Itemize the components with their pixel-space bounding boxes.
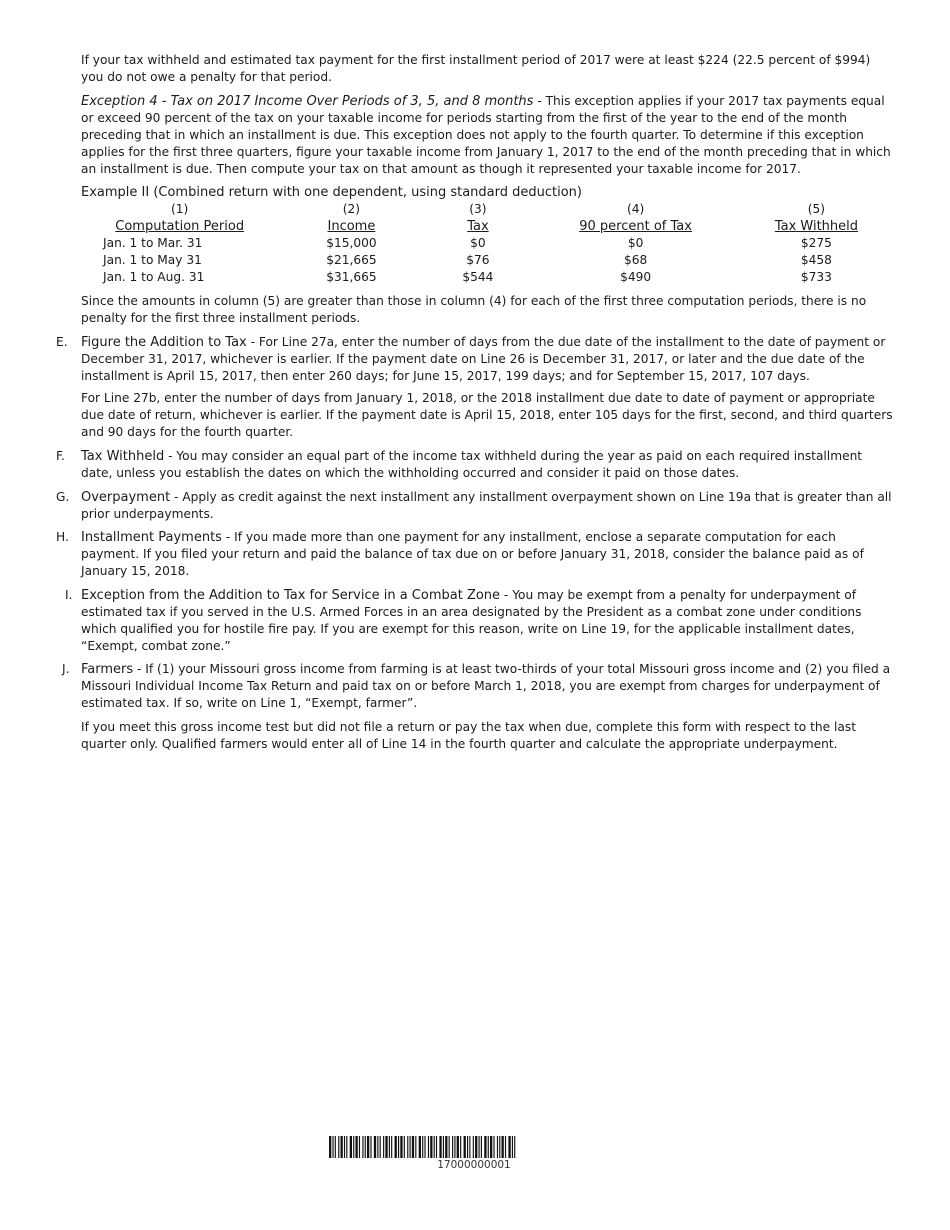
exception-4-paragraph [81, 93, 893, 178]
cell-period: Jan. 1 to Mar. 31 [103, 236, 203, 250]
table-row [81, 252, 893, 269]
barcode-bar [452, 1136, 453, 1158]
item-e-paragraph-2: For Line 27b, enter the number of days from January 1, 2018, or the 2018 installment due date to date of payment or appropriate due date of return, whichever is earlier. If the payment date is April 15, 2018, enter 105 days for the first, second, and third quarters and 90 days for the fourth quarter. [81, 391, 893, 439]
cell-withheld: $275 [800, 236, 832, 250]
exception-4-title: Exception 4 - Tax on 2017 Income Over Periods of 3, 5, and 8 months [81, 94, 534, 109]
barcode-bar [385, 1136, 387, 1158]
intro-paragraph: If your tax withheld and estimated tax payment for the first installment period of 2017 were at least $224 (22.5 percent of $994) you do not owe a penalty for that period. [81, 53, 871, 84]
barcode-bar [460, 1136, 461, 1158]
table-row [81, 269, 893, 286]
barcode-bar [370, 1136, 371, 1158]
barcode-bar [473, 1136, 474, 1158]
header-row [81, 218, 893, 235]
barcode-bar [445, 1136, 447, 1158]
barcode-bar [346, 1136, 347, 1158]
exception-4-body: - This exception applies if your 2017 tax payments equal or exceed 90 percent of the tax on your taxable income for periods starting from the first of the year to the end of the month preceding that in which an installment is due. This exception does not apply to the fourth quarter. To determine if this exception applies for the first three quarters, figure your taxable income from January 1, 2017 to the end of the month preceding that in which an installment is due. Then compute your tax on that amount as though it represented your taxable income for 2017. [81, 94, 891, 176]
barcode-bar [374, 1136, 376, 1158]
barcode-bar [362, 1136, 363, 1158]
item-i-title: Exception from the Addition to Tax for Service in a Combat Zone [81, 588, 501, 603]
barcode-bar [497, 1136, 498, 1158]
item-f-letter: F. [56, 449, 65, 463]
barcode-bar [359, 1136, 360, 1158]
item-g-body: - Apply as credit against the next installment any installment overpayment shown on Line 19a that is greater than all prior underpayments. [81, 490, 892, 521]
cell-tax: $0 [470, 236, 486, 250]
item-e [56, 334, 893, 385]
barcode [329, 1136, 619, 1158]
item-j-paragraph-2: If you meet this gross income test but did not file a return or pay the tax when due, complete this form with respect to the last quarter only. Qualified farmers would enter all of Line 14 in the fourth quarter and calculate the appropriate underpayment. [81, 720, 856, 751]
barcode-bar [493, 1136, 494, 1158]
barcode-bar [499, 1136, 500, 1158]
barcode-bar [391, 1136, 392, 1158]
column-number-row [81, 201, 893, 218]
example-note: Since the amounts in column (5) are greater than those in column (4) for each of the first three computation periods, there is no penalty for the first three installment periods. [81, 294, 867, 325]
item-f-body: - You may consider an equal part of the income tax withheld during the year as paid on each required installment date, unless you establish the dates on which the withholding occurred and consider it paid on those dates. [81, 449, 863, 480]
barcode-bar [475, 1136, 477, 1158]
cell-income: $15,000 [326, 236, 377, 250]
barcode-bar [490, 1136, 492, 1158]
barcode-bar [430, 1136, 432, 1158]
item-f [56, 448, 893, 482]
barcode-bar [481, 1136, 482, 1158]
header-income: Income [327, 219, 376, 234]
cell-90-percent: $490 [620, 270, 652, 284]
barcode-bar [449, 1136, 450, 1158]
cell-withheld: $458 [800, 253, 832, 267]
cell-period: Jan. 1 to Aug. 31 [103, 270, 205, 284]
item-j-body: - If (1) your Missouri gross income from farming is at least two-thirds of your total Missouri gross income and (2) you filed a Missouri Individual Income Tax Return and paid tax on or before March 1, 2018, you are exempt from charges for underpayment of estimated tax. If so, write on Line 1, “Exempt, farmer”. [81, 662, 891, 710]
barcode-bar [439, 1136, 441, 1158]
barcode-bar [398, 1136, 399, 1158]
barcode-bar [488, 1136, 489, 1158]
barcode-bar [505, 1136, 506, 1158]
cell-90-percent: $0 [627, 236, 644, 250]
barcode-bar [367, 1136, 369, 1158]
item-e-title: Figure the Addition to Tax [81, 335, 247, 350]
barcode-bar [484, 1136, 486, 1158]
barcode-bar [479, 1136, 480, 1158]
item-h-body: - If you made more than one payment for any installment, enclose a separate computation for each payment. If you filed your return and paid the balance of tax due on or before January 31, 2018, consider the balance paid as of January 15, 2018. [81, 530, 864, 578]
barcode-bar [467, 1136, 468, 1158]
item-e-body: - For Line 27a, enter the number of days from the due date of the installment to the date of payment or December 31, 2017, whichever is earlier. If the payment date on Line 26 is December 31, 2017, or later and the due date of the installment is April 15, 2017, then enter 260 days; for June 15, 2017, 199 days; and for September 15, 2017, 107 days. [81, 335, 886, 383]
barcode-bar [412, 1136, 414, 1158]
header-90-percent-of-tax: 90 percent of Tax [579, 219, 692, 234]
item-j-title: Farmers [81, 662, 134, 677]
barcode-bar [443, 1136, 444, 1158]
barcode-bar [457, 1136, 459, 1158]
barcode-bar [344, 1136, 345, 1158]
barcode-bar [428, 1136, 429, 1158]
barcode-bar [355, 1136, 357, 1158]
barcode-bar [502, 1136, 504, 1158]
header-computation-period: Computation Period [115, 219, 245, 234]
item-h [56, 529, 893, 580]
cell-period: Jan. 1 to May 31 [103, 253, 202, 267]
item-i-body: - You may be exempt from a penalty for underpayment of estimated tax if you served in the U.S. Armed Forces in an area designated by the President as a combat zone under conditions which qualified you for hostile fire pay. If you are exempt for this reason, write on Line 19, for the applicable installment dates, “Exempt, combat zone.” [81, 588, 862, 653]
example-title: Example II (Combined return with one dependent, using standard deduction) [81, 185, 582, 200]
item-g-letter: G. [56, 490, 70, 504]
example-table [81, 201, 893, 286]
cell-income: $31,665 [326, 270, 377, 284]
barcode-bar [329, 1136, 331, 1158]
barcode-bar [512, 1136, 513, 1158]
cell-withheld: $733 [800, 270, 832, 284]
barcode-bar [469, 1136, 470, 1158]
header-tax: Tax [467, 219, 489, 234]
barcode-bar [377, 1136, 378, 1158]
barcode-bar [353, 1136, 354, 1158]
barcode-bar [422, 1136, 423, 1158]
barcode-bar [365, 1136, 366, 1158]
item-f-title: Tax Withheld [81, 449, 165, 464]
barcode-bar [338, 1136, 339, 1158]
col-number-4: (4) [626, 202, 645, 216]
barcode-bar [332, 1136, 333, 1158]
col-number-5: (5) [807, 202, 826, 216]
barcode-bar [395, 1136, 397, 1158]
barcode-bar [514, 1136, 515, 1158]
barcode-bar [434, 1136, 435, 1158]
col-number-2: (2) [342, 202, 361, 216]
barcode-bar [410, 1136, 411, 1158]
barcode-bar [407, 1136, 408, 1158]
cell-90-percent: $68 [623, 253, 648, 267]
col-number-1: (1) [171, 202, 189, 216]
barcode-bar [383, 1136, 384, 1158]
item-j [56, 661, 893, 712]
barcode-bar [415, 1136, 416, 1158]
item-h-letter: H. [56, 530, 69, 544]
cell-tax: $544 [462, 270, 494, 284]
barcode-bar [380, 1136, 381, 1158]
cell-tax: $76 [466, 253, 490, 267]
item-i-letter: I. [65, 588, 73, 602]
item-j-letter: J. [62, 662, 70, 676]
item-i [56, 587, 893, 655]
barcode-bar [400, 1136, 402, 1158]
barcode-bar [454, 1136, 455, 1158]
barcode-bar [436, 1136, 437, 1158]
barcode-bar [341, 1136, 343, 1158]
table-row [81, 235, 893, 252]
barcode-bar [335, 1136, 336, 1158]
barcode-number: 17000000001 [437, 1159, 511, 1171]
barcode-bar [404, 1136, 405, 1158]
item-h-title: Installment Payments [81, 530, 222, 545]
barcode-bar [350, 1136, 352, 1158]
barcode-bar [389, 1136, 390, 1158]
cell-income: $21,665 [326, 253, 377, 267]
item-g [56, 489, 893, 523]
col-number-3: (3) [469, 202, 487, 216]
item-g-title: Overpayment [81, 490, 171, 505]
barcode-bar [419, 1136, 421, 1158]
barcode-bar [464, 1136, 466, 1158]
barcode-block [329, 1136, 619, 1171]
barcode-bar [508, 1136, 510, 1158]
item-e-letter: E. [56, 335, 68, 349]
barcode-bar [424, 1136, 425, 1158]
header-tax-withheld: Tax Withheld [774, 219, 859, 234]
